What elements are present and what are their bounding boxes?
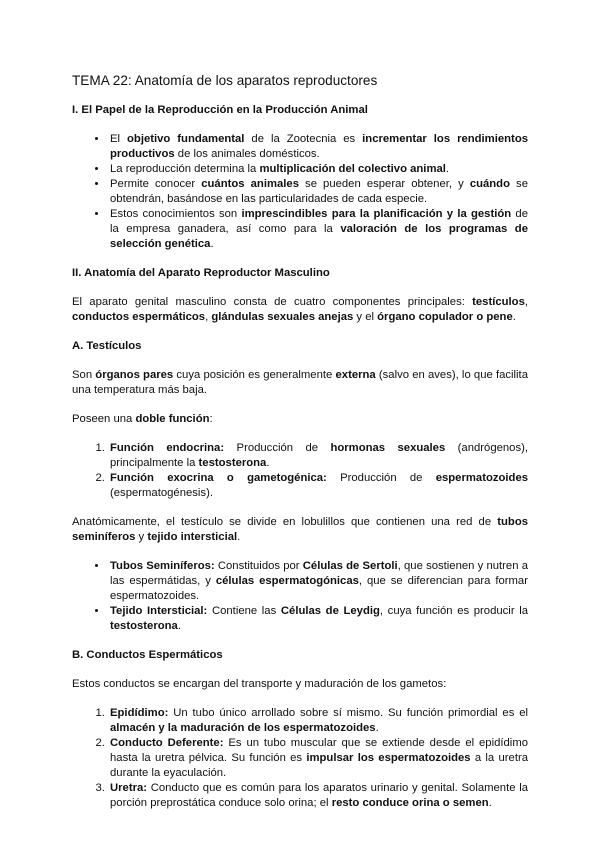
bold-text: Conducto Deferente: bbox=[110, 737, 224, 749]
ducts-intro-paragraph: Estos conductos se encargan del transporte y maduración de los gametos: bbox=[72, 678, 447, 690]
bold-text: Tubos Seminíferos: bbox=[110, 560, 215, 572]
bold-text: imprescindibles para la planificación y la gestión bbox=[241, 208, 512, 220]
bold-text: órgano copulador o pene bbox=[377, 311, 513, 323]
bold-text: impulsar los espermatozoides bbox=[306, 752, 471, 764]
bold-text: resto conduce orina o semen bbox=[331, 797, 489, 809]
function-item: 2. Función exocrina o gametogénica: Producción de espermatozoides (espermatogénesis). bbox=[108, 471, 528, 501]
bold-text: testosterona bbox=[198, 457, 267, 469]
bold-text: testosterona bbox=[110, 620, 178, 632]
bold-text: Células de Sertoli bbox=[302, 560, 398, 572]
structure-item: • Tubos Seminíferos: Constituidos por Células de Sertoli, que sostienen y nutren a las espermátidas, y células espermatogónicas, que se diferencian para formar espermatozoides. bbox=[108, 559, 528, 604]
bold-text: espermatozoides bbox=[435, 472, 529, 484]
bold-text: cuándo bbox=[469, 178, 510, 190]
bold-text: cuántos animales bbox=[201, 178, 299, 190]
bold-text: tejido intersticial bbox=[147, 531, 238, 543]
bold-text: testículos bbox=[472, 296, 525, 308]
bold-text: externa bbox=[335, 369, 376, 381]
bold-text: tubos seminíferos bbox=[72, 516, 528, 543]
bold-text: Células de Leydig bbox=[280, 605, 380, 617]
bold-text: células espermatogónicas bbox=[215, 575, 359, 587]
bold-text: valoración de los programas de selección genética bbox=[110, 223, 528, 250]
bullet-item: • La reproducción determina la multiplicación del colectivo animal. bbox=[108, 162, 528, 177]
ducts-list bbox=[72, 706, 528, 811]
bold-text: Uretra: bbox=[110, 782, 148, 794]
bullet-item: • Estos conocimientos son imprescindibles para la planificación y la gestión de la empresa ganadera, así como para la valoración de los programas de selección genética. bbox=[108, 207, 528, 252]
duct-item: 2. Conducto Deferente: Es un tubo muscular que se extiende desde el epidídimo hasta la uretra pélvica. Su función es impulsar los espermatozoides a la uretra durante la eyaculación. bbox=[108, 736, 528, 781]
section-2-intro: El aparato genital masculino consta de cuatro componentes principales: testículos, conductos espermáticos, glándulas sexuales anejas y el órgano copulador o pene. bbox=[72, 296, 528, 323]
function-item: 1. Función endocrina: Producción de hormonas sexuales (andrógenos), principalmente la testosterona. bbox=[108, 441, 528, 471]
bold-text: conductos espermáticos bbox=[72, 311, 206, 323]
bold-text: Función exocrina o gametogénica: bbox=[110, 472, 327, 484]
testicles-paragraph: Son órganos pares cuya posición es generalmente externa (salvo en aves), lo que facilita una temperatura más baja. bbox=[72, 369, 528, 396]
structure-item: • Tejido Intersticial: Contiene las Células de Leydig, cuya función es producir la testosterona. bbox=[108, 604, 528, 634]
bold-text: Epidídimo: bbox=[110, 707, 169, 719]
bold-text: hormonas sexuales bbox=[330, 442, 446, 454]
dual-function-paragraph: Poseen una doble función: bbox=[72, 413, 213, 425]
anatomy-paragraph: Anatómicamente, el testículo se divide en lobulillos que contienen una red de tubos seminíferos y tejido intersticial. bbox=[72, 516, 528, 543]
bold-text: almacén y la maduración de los espermatozoides bbox=[110, 722, 376, 734]
section-1-bullet-list bbox=[72, 132, 528, 252]
subsection-b-heading: B. Conductos Espermáticos bbox=[72, 649, 223, 661]
bold-text: multiplicación del colectivo animal bbox=[259, 163, 446, 175]
structures-list bbox=[72, 559, 528, 634]
bold-text: Tejido Intersticial: bbox=[110, 605, 208, 617]
bullet-item: • Permite conocer cuántos animales se pueden esperar obtener, y cuándo se obtendrán, basándose en las particularidades de cada especie. bbox=[108, 177, 528, 207]
bold-text: Función endocrina: bbox=[110, 442, 225, 454]
section-1-heading: I. El Papel de la Reproducción en la Producción Animal bbox=[72, 104, 368, 116]
bold-text: órganos pares bbox=[95, 369, 174, 381]
functions-list bbox=[72, 441, 528, 501]
section-2-heading: II. Anatomía del Aparato Reproductor Masculino bbox=[72, 267, 330, 279]
subsection-a-heading: A. Testículos bbox=[72, 340, 142, 352]
bold-text: objetivo fundamental bbox=[127, 133, 245, 145]
bold-text: glándulas sexuales anejas bbox=[211, 311, 354, 323]
duct-item: 1. Epidídimo: Un tubo único arrollado sobre sí mismo. Su función primordial es el almacén y la maduración de los espermatozoides. bbox=[108, 706, 528, 736]
bullet-item: • El objetivo fundamental de la Zootecnia es incrementar los rendimientos productivos de los animales domésticos. bbox=[108, 132, 528, 162]
page-title: TEMA 22: Anatomía de los aparatos reproductores bbox=[72, 73, 378, 88]
bold-text: doble función bbox=[135, 413, 210, 425]
duct-item: 3. Uretra: Conducto que es común para los aparatos urinario y genital. Solamente la porción preprostática conduce solo orina; el resto conduce orina o semen. bbox=[108, 781, 528, 811]
bold-text: incrementar los rendimientos productivos bbox=[110, 133, 528, 160]
